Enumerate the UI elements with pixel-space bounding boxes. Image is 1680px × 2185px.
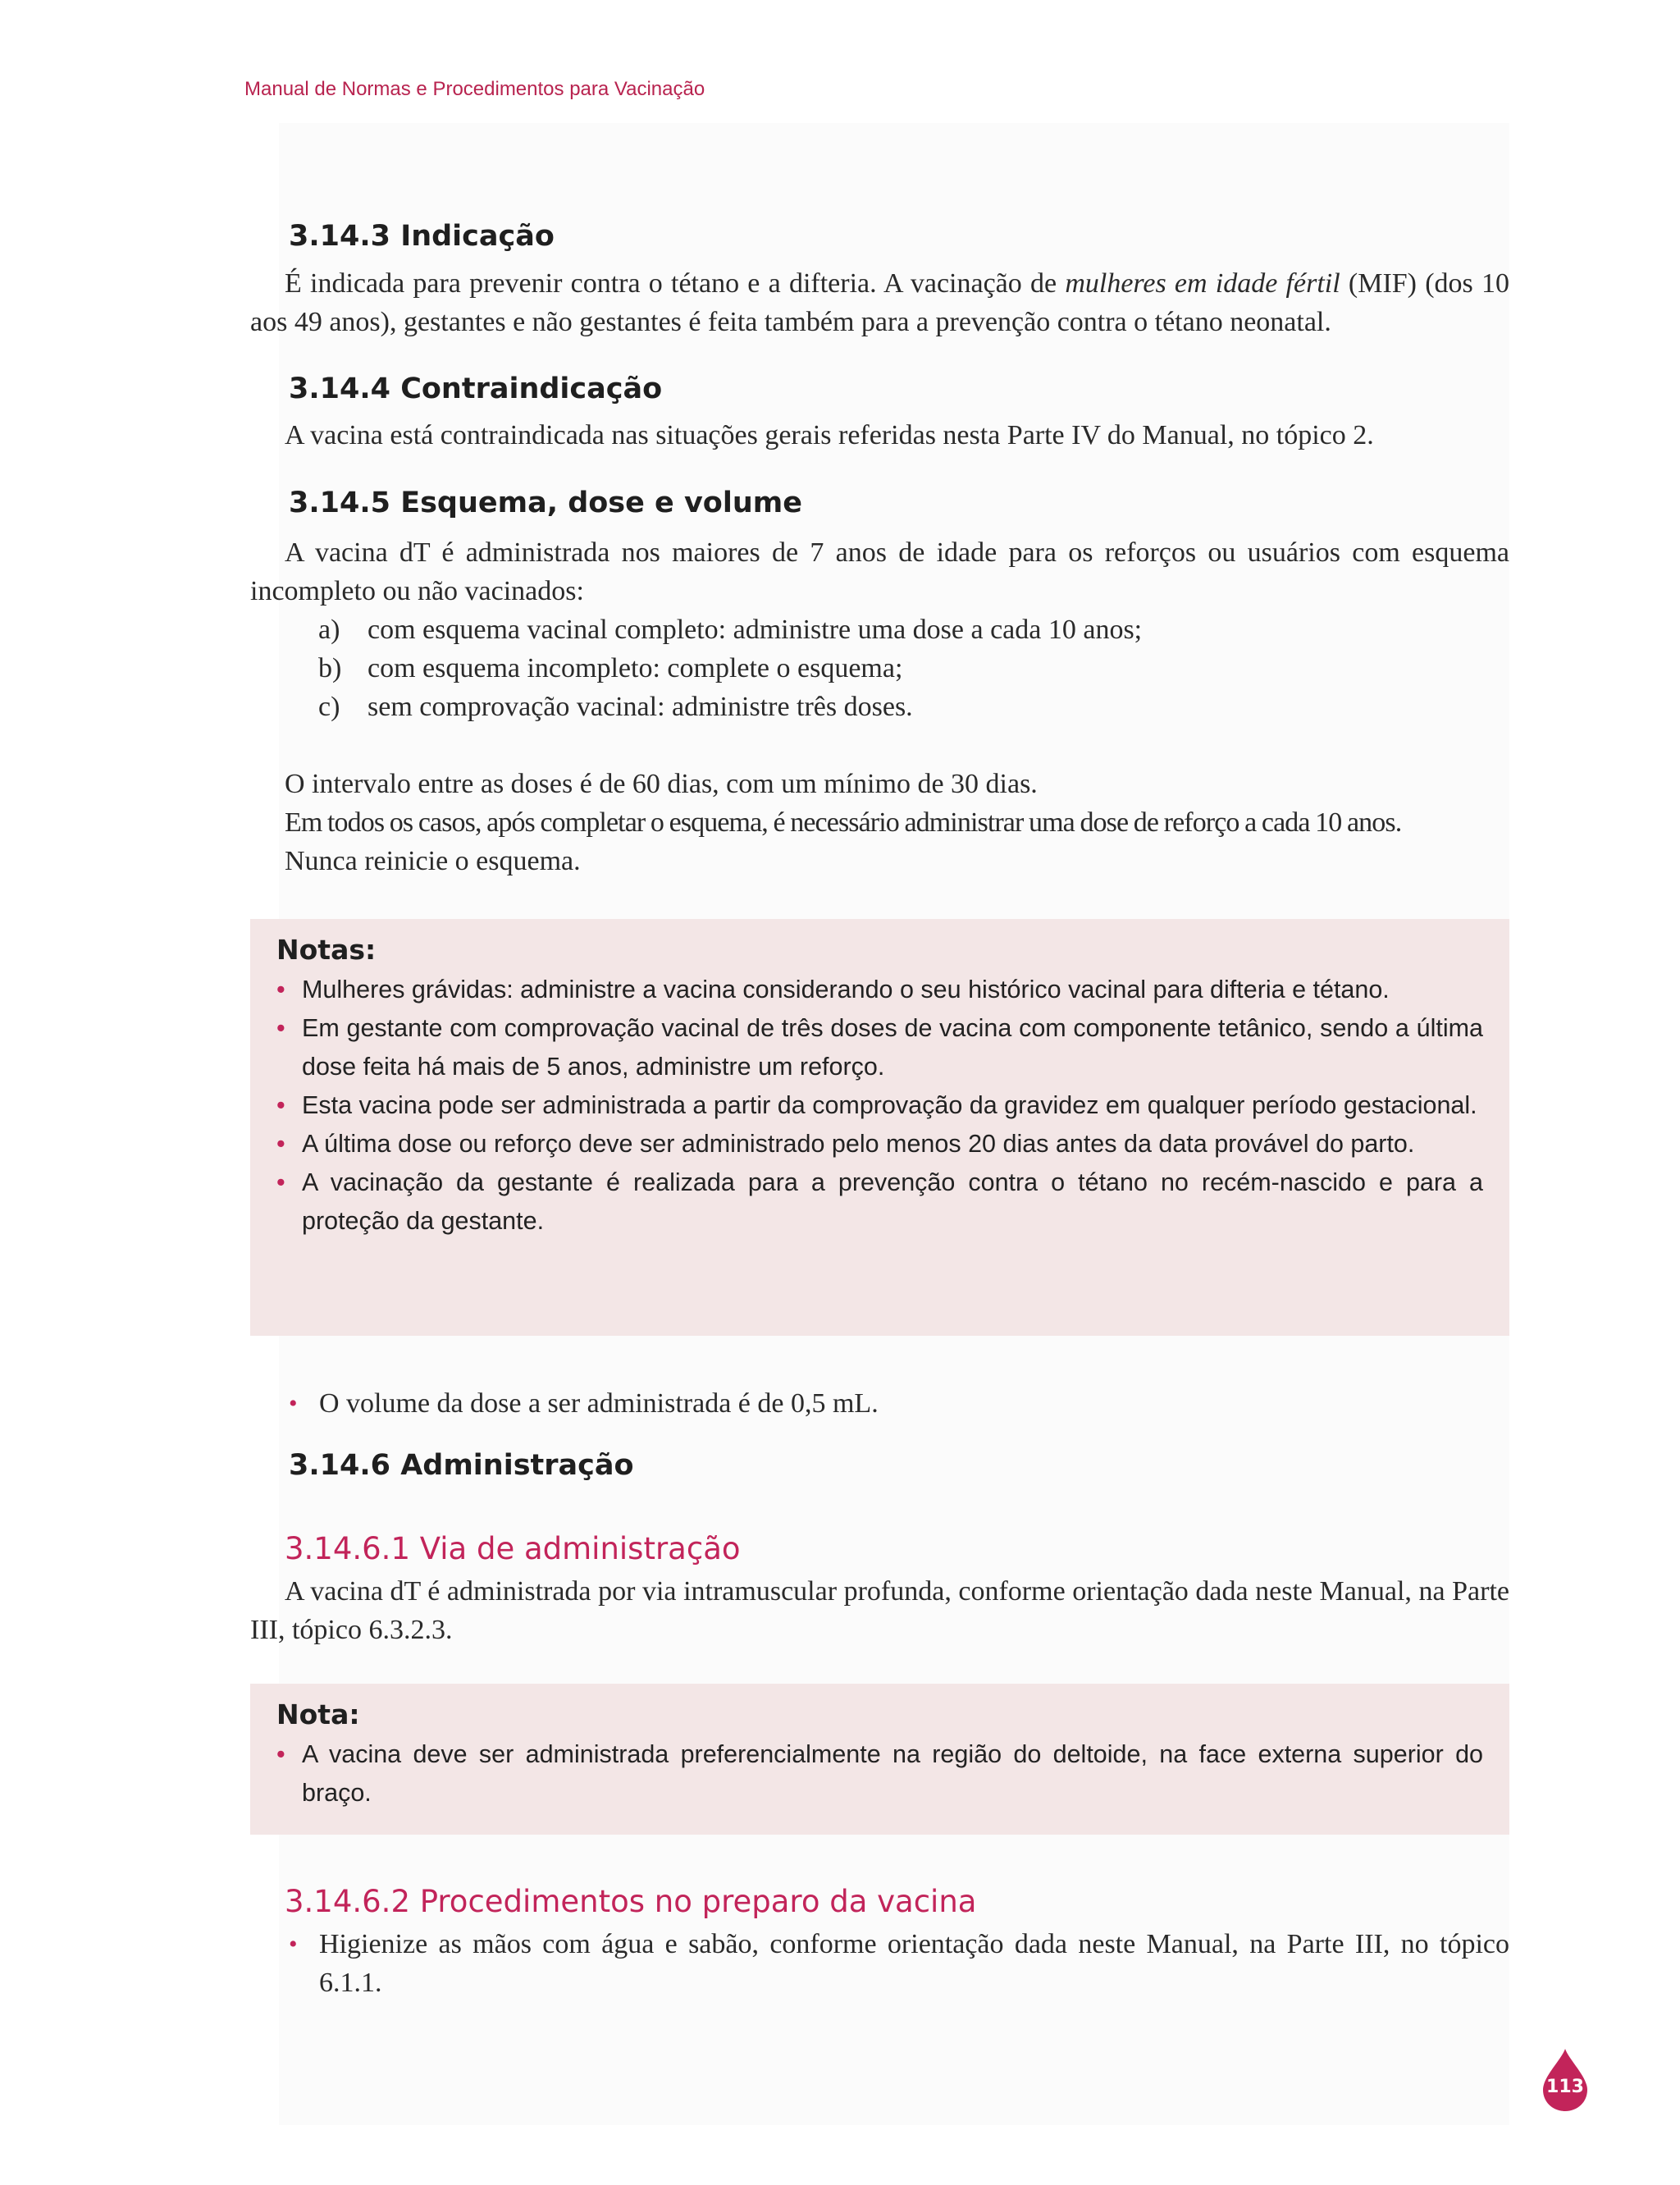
bullet-icon: • bbox=[276, 976, 285, 1003]
esquema-intro: A vacina dT é administrada nos maiores de 7 anos de idade para os reforços ou usuários com esquema incompleto ou não vacinados: bbox=[250, 537, 1509, 606]
esquema-paragraph-reforco: Em todos os casos, após completar o esquema, é necessário administrar uma dose de reforço a cada 10 anos. bbox=[285, 807, 1402, 838]
bullet-icon: • bbox=[276, 1130, 285, 1158]
note-item-text: A última dose ou reforço deve ser administrado pelo menos 20 dias antes da data provável do parto. bbox=[302, 1130, 1415, 1158]
volume-bullet bbox=[289, 1384, 1509, 1423]
indicacao-text-1: É indicada para prevenir contra o tétano e a difteria. A vacinação de bbox=[285, 268, 1066, 299]
list-marker: c) bbox=[318, 692, 340, 722]
note-item bbox=[276, 1125, 1483, 1163]
note-item-text: Em gestante com comprovação vacinal de três doses de vacina com componente tetânico, sendo a última dose feita há mais de 5 anos, administre um reforço. bbox=[302, 1014, 1483, 1081]
section-heading-indicacao: 3.14.3 Indicação bbox=[289, 220, 555, 253]
running-header: Manual de Normas e Procedimentos para Vacinação bbox=[244, 78, 705, 100]
bullet-icon: • bbox=[289, 1931, 298, 1958]
note-item-text: Esta vacina pode ser administrada a partir da comprovação da gravidez em qualquer período gestacional. bbox=[302, 1091, 1477, 1119]
preparo-bullet bbox=[289, 1925, 1509, 2002]
note-item bbox=[276, 1163, 1483, 1241]
note-item bbox=[276, 971, 1483, 1009]
indicacao-text-2: (MIF) (dos 10 aos 49 anos), gestantes e não gestantes é feita também para a prevenção contra o tétano neonatal. bbox=[250, 268, 1510, 337]
bullet-icon: • bbox=[276, 1014, 285, 1042]
list-item-text: sem comprovação vacinal: administre três doses. bbox=[368, 692, 913, 722]
note-box bbox=[250, 1684, 1509, 1835]
note-item bbox=[276, 1009, 1483, 1086]
contraindicacao-paragraph: A vacina está contraindicada nas situações gerais referidas nesta Parte IV do Manual, no tópico 2. bbox=[285, 420, 1374, 450]
note-item-text: A vacinação da gestante é realizada para a prevenção contra o tétano no recém-nascido e para a proteção da gestante. bbox=[302, 1168, 1483, 1235]
section-heading-esquema: 3.14.5 Esquema, dose e volume bbox=[289, 487, 802, 519]
esquema-paragraph-nunca: Nunca reinicie o esquema. bbox=[285, 846, 581, 876]
subsection-heading-preparo: 3.14.6.2 Procedimentos no preparo da vacina bbox=[285, 1884, 977, 1919]
section-heading-contraindicacao: 3.14.4 Contraindicação bbox=[289, 373, 663, 405]
bullet-icon: • bbox=[289, 1390, 298, 1417]
list-item-text: com esquema incompleto: complete o esquema; bbox=[368, 653, 903, 683]
list-item bbox=[318, 649, 902, 688]
note-item-text: Mulheres grávidas: administre a vacina considerando o seu histórico vacinal para difteria e tétano. bbox=[302, 976, 1390, 1003]
preparo-bullet-text: Higienize as mãos com água e sabão, conforme orientação dada neste Manual, na Parte III, no tópico 6.1.1. bbox=[319, 1929, 1509, 1998]
via-paragraph: A vacina dT é administrada por via intramuscular profunda, conforme orientação dada neste Manual, na Parte III, tópico 6.3.2.3. bbox=[250, 1576, 1509, 1645]
note-item bbox=[276, 1735, 1483, 1812]
list-marker: b) bbox=[318, 653, 342, 683]
page-number-badge bbox=[1541, 2047, 1589, 2113]
bullet-icon: • bbox=[276, 1091, 285, 1119]
note-title: Nota: bbox=[276, 1698, 360, 1730]
notes-box bbox=[250, 919, 1509, 1336]
subsection-heading-via: 3.14.6.1 Via de administração bbox=[285, 1531, 741, 1566]
section-heading-administracao: 3.14.6 Administração bbox=[289, 1449, 634, 1482]
list-item bbox=[318, 610, 1142, 649]
bullet-icon: • bbox=[276, 1740, 285, 1768]
note-item bbox=[276, 1086, 1483, 1125]
page-number: 113 bbox=[1546, 2077, 1584, 2097]
esquema-paragraph-intervalo: O intervalo entre as doses é de 60 dias, com um mínimo de 30 dias. bbox=[285, 769, 1038, 799]
list-marker: a) bbox=[318, 615, 340, 645]
indicacao-paragraph bbox=[250, 264, 1509, 341]
note-item-text: A vacina deve ser administrada preferencialmente na região do deltoide, na face externa superior do braço. bbox=[302, 1740, 1483, 1807]
bullet-icon: • bbox=[276, 1168, 285, 1196]
indicacao-italic-term: mulheres em idade fértil bbox=[1065, 268, 1340, 299]
list-item bbox=[318, 688, 913, 726]
list-item-text: com esquema vacinal completo: administre uma dose a cada 10 anos; bbox=[368, 615, 1143, 645]
notes-title: Notas: bbox=[276, 934, 377, 966]
volume-bullet-text: O volume da dose a ser administrada é de 0,5 mL. bbox=[319, 1388, 879, 1419]
